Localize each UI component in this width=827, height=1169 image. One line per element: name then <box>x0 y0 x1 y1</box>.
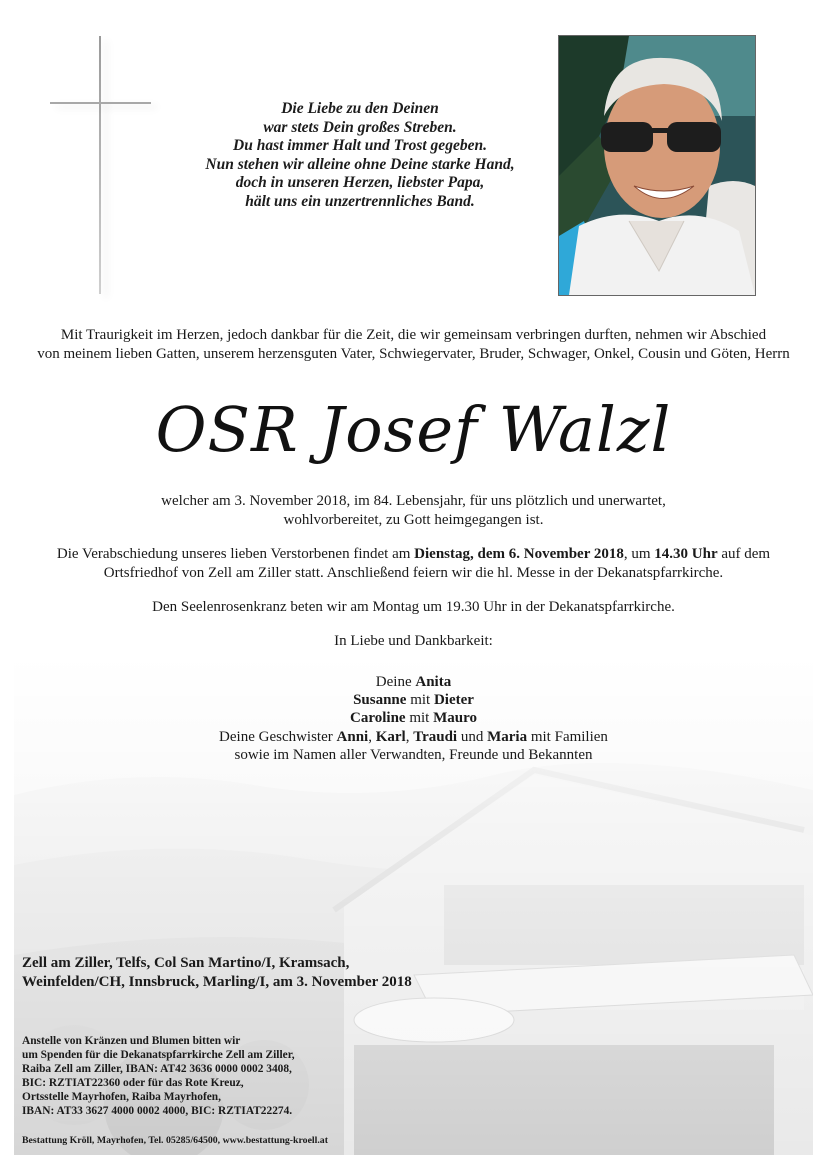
mourner-name: Anni <box>336 728 369 745</box>
death-notice <box>20 492 807 530</box>
mourner-text: Deine Geschwister <box>219 728 333 745</box>
poem-line: Die Liebe zu den Deinen <box>281 100 439 117</box>
mourner-name: Maria <box>487 728 528 745</box>
ceremony-line: Ortsfriedhof von Zell am Ziller statt. Anschließend feiern wir die hl. Messe in der Dekanatspfarrkirche. <box>103 565 724 581</box>
mourner-name: Karl <box>375 728 406 745</box>
donation-line: IBAN: AT33 3627 4000 0002 4000, BIC: RZTIAT22274. <box>22 1105 293 1118</box>
place-line: Weinfelden/CH, Innsbruck, Marling/I, am 3. November 2018 <box>22 974 412 990</box>
poem-line: war stets Dein großes Streben. <box>263 118 457 136</box>
ceremony-text: auf dem <box>717 546 771 562</box>
ceremony-date: Dienstag, dem 6. November 2018 <box>414 546 624 562</box>
mourner-line: sowie im Namen aller Verwandten, Freunde und Bekannten <box>234 746 593 763</box>
mourner-text: mit <box>410 692 431 709</box>
death-line: wohlvorbereitet, zu Gott heimgegangen ist. <box>283 512 544 528</box>
announcement-body <box>20 492 807 666</box>
ceremony-text: Die Verabschiedung unseres lieben Verstorbenen findet am <box>56 546 415 562</box>
intro-line: Mit Traurigkeit im Herzen, jedoch dankbar für die Zeit, die wir gemeinsam verbringen durften, nehmen wir Abschied <box>60 327 767 343</box>
funeral-home-footer: Bestattung Kröll, Mayrhofen, Tel. 05285/64500, www.bestattung-kroell.at <box>22 1135 328 1146</box>
donation-line: Anstelle von Kränzen und Blumen bitten wir <box>22 1035 241 1047</box>
ceremony-text: , um <box>623 546 655 562</box>
mourner-name: Traudi <box>413 728 458 745</box>
poem-line: Nun stehen wir alleine ohne Deine starke Hand, <box>205 155 515 173</box>
deceased-name: OSR Josef Walzl <box>155 393 672 466</box>
mourner-text: und <box>460 728 484 745</box>
donation-line: BIC: RZTIAT22360 oder für das Rote Kreuz, <box>22 1077 244 1090</box>
donation-line: Ortsstelle Mayrhofen, Raiba Mayrhofen, <box>22 1091 221 1104</box>
closing-line: In Liebe und Dankbarkeit: <box>334 633 493 649</box>
mourner-name: Mauro <box>433 710 477 727</box>
mourner-line <box>20 709 807 727</box>
place-date <box>22 954 522 992</box>
portrait-photo <box>558 35 756 296</box>
mourner-text: Deine <box>375 674 412 690</box>
cross-horizontal-bar <box>50 102 151 104</box>
mourner-text: mit Familien <box>530 728 608 745</box>
poem-line: Du hast immer Halt und Trost gegeben. <box>233 137 487 155</box>
poem-line: hält uns ein unzertrennliches Band. <box>245 192 475 210</box>
intro-line: von meinem lieben Gatten, unserem herzensguten Vater, Schwiegervater, Bruder, Schwager, Onkel, Cousin und Göten, Herrn <box>37 346 790 362</box>
intro-text <box>20 326 807 364</box>
mourner-line: Deine Geschwister Anni, Karl, Traudi und Maria mit Familien <box>219 728 608 745</box>
cross-vertical-bar <box>99 36 101 294</box>
memorial-poem <box>170 100 550 212</box>
ceremony-time: 14.30 Uhr <box>654 546 718 562</box>
ceremony-line <box>20 545 807 564</box>
mourner-line <box>20 691 807 709</box>
place-line: Zell am Ziller, Telfs, Col San Martino/I, Kramsach, <box>22 955 350 971</box>
ceremony-notice <box>20 545 807 583</box>
poem-line: doch in unseren Herzen, liebster Papa, <box>235 174 485 192</box>
mourner-name: Caroline <box>350 710 406 727</box>
donation-note <box>22 1034 442 1119</box>
mourner-name: Susanne <box>353 692 407 709</box>
mourner-name: Dieter <box>433 692 474 709</box>
donation-line: um Spenden für die Dekanatspfarrkirche Zell am Ziller, <box>22 1049 295 1062</box>
rosary-notice: Den Seelenrosenkranz beten wir am Montag um 19.30 Uhr in der Dekanatspfarrkirche. <box>152 599 675 615</box>
mourner-line <box>20 673 807 691</box>
donation-line: Raiba Zell am Ziller, IBAN: AT42 3636 0000 0002 3408, <box>22 1063 292 1076</box>
mourner-text: mit <box>409 710 430 727</box>
mourner-name: Anita <box>415 674 452 690</box>
mourners-list <box>20 673 807 764</box>
death-line: welcher am 3. November 2018, im 84. Lebensjahr, für uns plötzlich und unerwartet, <box>161 493 666 509</box>
